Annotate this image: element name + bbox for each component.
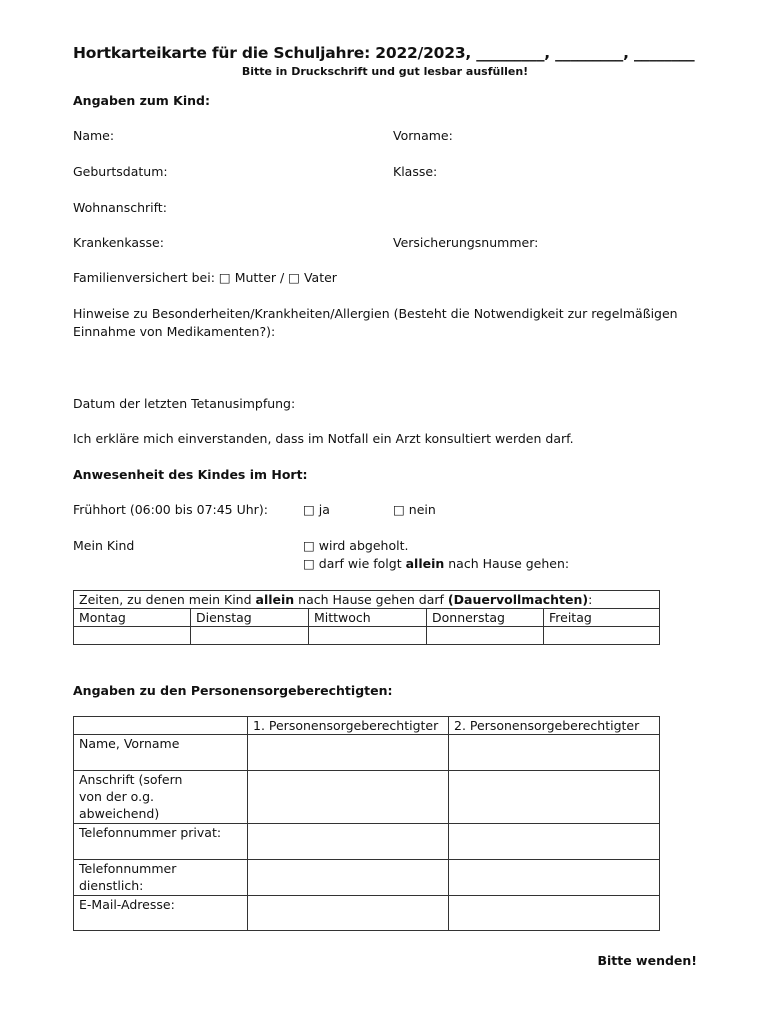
turn-page-note: Bitte wenden! (597, 953, 697, 968)
wohnanschrift-label: Wohnanschrift: (73, 200, 167, 215)
versicherungsnummer-label: Versicherungsnummer: (393, 235, 539, 250)
abgeholt-checkbox: □ wird abgeholt. (303, 538, 409, 553)
row-label-email: E-Mail-Adresse: (74, 896, 248, 931)
guardian-1-address-cell[interactable] (248, 771, 449, 824)
vorname-label: Vorname: (393, 128, 453, 143)
guardians-heading: Angaben zu den Personensorgeberechtigten: (73, 683, 393, 698)
row-label-telefon-privat: Telefonnummer privat: (74, 824, 248, 860)
guardian-1-email-cell[interactable] (248, 896, 449, 931)
time-cell[interactable] (74, 627, 191, 645)
fruehhort-ja-checkbox: □ ja (303, 502, 330, 517)
time-cell[interactable] (309, 627, 427, 645)
guardian-1-phone-private-cell[interactable] (248, 824, 449, 860)
guardians-table (73, 716, 660, 931)
guardian-1-header: 1. Personensorgeberechtigter (248, 717, 449, 735)
day-header-dienstag: Dienstag (191, 609, 309, 627)
form-subtitle: Bitte in Druckschrift und gut lesbar ausfüllen! (241, 65, 529, 78)
time-cell[interactable] (427, 627, 544, 645)
day-header-donnerstag: Donnerstag (427, 609, 544, 627)
time-cell[interactable] (191, 627, 309, 645)
hinweise-label: Hinweise zu Besonderheiten/Krankheiten/Allergien (Besteht die Notwendigkeit zur regelmäßigen Einnahme von Medikamenten?): (73, 306, 678, 339)
guardian-1-phone-work-cell[interactable] (248, 860, 449, 896)
guardian-1-name-cell[interactable] (248, 735, 449, 771)
times-table-caption: Zeiten, zu denen mein Kind allein nach Hause gehen darf (Dauervollmachten): (74, 591, 660, 609)
klasse-label: Klasse: (393, 164, 438, 179)
day-header-montag: Montag (74, 609, 191, 627)
attendance-heading: Anwesenheit des Kindes im Hort: (73, 467, 308, 482)
row-label-telefon-dienstlich: Telefonnummer dienstlich: (74, 860, 248, 896)
form-title: Hortkarteikarte für die Schuljahre: 2022/2023, _________, _________, ________ (73, 44, 695, 62)
arzt-consent-text: Ich erkläre mich einverstanden, dass im Notfall ein Arzt konsultiert werden darf. (73, 431, 574, 446)
geburtsdatum-label: Geburtsdatum: (73, 164, 168, 179)
times-table (73, 590, 660, 645)
allein-checkbox: □ darf wie folgt allein nach Hause gehen: (303, 556, 570, 571)
mein-kind-label: Mein Kind (73, 538, 135, 553)
day-header-freitag: Freitag (544, 609, 660, 627)
child-heading: Angaben zum Kind: (73, 93, 210, 108)
fruehhort-label: Frühhort (06:00 bis 07:45 Uhr): (73, 502, 268, 517)
day-header-mittwoch: Mittwoch (309, 609, 427, 627)
guardian-2-address-cell[interactable] (449, 771, 660, 824)
row-label-anschrift: Anschrift (sofern von der o.g. abweichend) (74, 771, 248, 824)
guardian-2-name-cell[interactable] (449, 735, 660, 771)
guardian-2-phone-private-cell[interactable] (449, 824, 660, 860)
row-label-name: Name, Vorname (74, 735, 248, 771)
guardians-corner-cell (74, 717, 248, 735)
guardian-2-header: 2. Personensorgeberechtigter (449, 717, 660, 735)
tetanus-label: Datum der letzten Tetanusimpfung: (73, 396, 296, 411)
time-cell[interactable] (544, 627, 660, 645)
name-label: Name: (73, 128, 115, 143)
krankenkasse-label: Krankenkasse: (73, 235, 164, 250)
guardian-2-email-cell[interactable] (449, 896, 660, 931)
familienversichert-label: Familienversichert bei: □ Mutter / □ Vater (73, 270, 337, 285)
guardian-2-phone-work-cell[interactable] (449, 860, 660, 896)
fruehhort-nein-checkbox: □ nein (393, 502, 436, 517)
